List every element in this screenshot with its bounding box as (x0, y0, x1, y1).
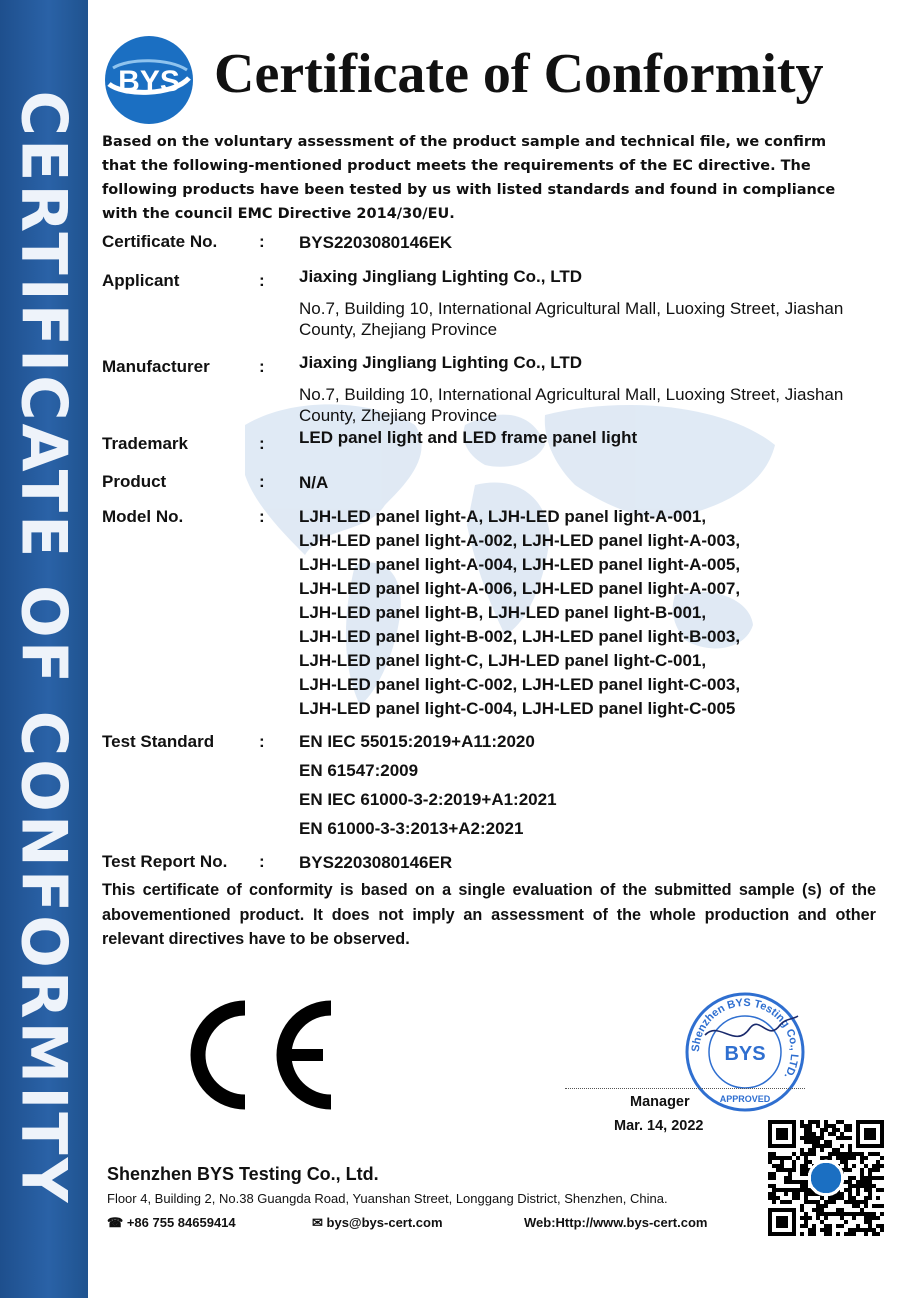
footer-phone (107, 1215, 236, 1231)
sidebar-band (0, 0, 88, 1298)
manufacturer-name: Jiaxing Jingliang Lighting Co., LTD (299, 353, 583, 372)
manufacturer-label: Manufacturer (102, 357, 210, 376)
model-line: LJH-LED panel light-A-002, LJH-LED panel light-A-003, (299, 531, 741, 550)
certificate-no-colon: : (259, 232, 265, 251)
product-value: N/A (299, 473, 329, 492)
certificate-no-label: Certificate No. (102, 232, 218, 251)
applicant-label: Applicant (102, 271, 180, 290)
certificate-no-value: BYS2203080146EK (299, 233, 453, 252)
phone-icon: ☎ (107, 1215, 124, 1230)
footer-company: Shenzhen BYS Testing Co., Ltd. (107, 1164, 379, 1184)
test-standard-item: EN IEC 61000-3-2:2019+A1:2021 (299, 790, 557, 809)
test-standard-colon: : (259, 732, 265, 751)
model-line: LJH-LED panel light-C-004, LJH-LED panel light-C-005 (299, 699, 736, 718)
model-list (299, 505, 740, 721)
signatory-role: Manager (630, 1094, 690, 1110)
trademark-colon: : (259, 434, 265, 453)
model-line: LJH-LED panel light-A, LJH-LED panel light-A-001, (299, 507, 707, 526)
trademark-value: LED panel light and LED frame panel light (299, 428, 638, 447)
ce-mark (183, 1000, 338, 1110)
logo-text: BYS (118, 65, 180, 98)
stamp-center-text: BYS (724, 1043, 766, 1065)
model-line: LJH-LED panel light-B, LJH-LED panel light-B-001, (299, 603, 707, 622)
test-report-no-colon: : (259, 852, 265, 871)
email-address: bys@bys-cert.com (326, 1215, 443, 1230)
test-report-no-label: Test Report No. (102, 852, 228, 871)
closing-statement: This certificate of conformity is based on a single evaluation of the submitted sample (s) of the abovementioned product. It does not imply an assessment of the whole production and other relevant directives have to be observed. (102, 881, 876, 948)
signature-line (565, 1088, 805, 1089)
model-no-label: Model No. (102, 507, 184, 526)
approval-stamp (680, 990, 810, 1115)
model-line: LJH-LED panel light-C, LJH-LED panel light-C-001, (299, 651, 707, 670)
model-line: LJH-LED panel light-A-004, LJH-LED panel light-A-005, (299, 555, 741, 574)
test-report-no-value: BYS2203080146ER (299, 853, 453, 872)
product-colon: : (259, 472, 265, 491)
manufacturer-colon: : (259, 357, 265, 376)
sidebar-vertical-text: CERTIFICATE OF CONFORMITY (7, 90, 81, 1206)
model-line: LJH-LED panel light-B-002, LJH-LED panel light-B-003, (299, 627, 741, 646)
test-standard-item: EN 61000-3-3:2013+A2:2021 (299, 819, 524, 838)
qr-code (768, 1120, 884, 1236)
phone-number: +86 755 84659414 (126, 1215, 236, 1230)
model-line: LJH-LED panel light-A-006, LJH-LED panel light-A-007, (299, 579, 741, 598)
product-label: Product (102, 472, 167, 491)
model-no-colon: : (259, 507, 265, 526)
test-standard-item: EN IEC 55015:2019+A11:2020 (299, 732, 535, 751)
mail-icon: ✉ (312, 1215, 323, 1230)
trademark-label: Trademark (102, 434, 188, 453)
issue-date: Mar. 14, 2022 (614, 1118, 704, 1134)
footer-address: Floor 4, Building 2, No.38 Guangda Road, Yuanshan Street, Longgang District, Shenzhen, China. (107, 1191, 668, 1206)
bys-logo (103, 34, 195, 126)
page-title: Certificate of Conformity (214, 43, 824, 105)
intro-statement: Based on the voluntary assessment of the product sample and technical file, we confirm that the following-mentioned product meets the requirements of the EC directive. The following products have been tested by us with listed standards and found in compliance with the council EMC Directive 2014/30/EU. (102, 134, 836, 222)
test-standard-item: EN 61547:2009 (299, 761, 419, 780)
stamp-bottom-text: APPROVED (719, 1094, 771, 1104)
footer-web: Web:Http://www.bys-cert.com (524, 1215, 708, 1230)
test-standard-label: Test Standard (102, 732, 215, 751)
manufacturer-address: No.7, Building 10, International Agricultural Mall, Luoxing Street, Jiashan County, Zhejiang Province (299, 385, 844, 425)
applicant-colon: : (259, 271, 265, 290)
applicant-address: No.7, Building 10, International Agricultural Mall, Luoxing Street, Jiashan County, Zhejiang Province (299, 299, 844, 339)
applicant-name: Jiaxing Jingliang Lighting Co., LTD (299, 267, 583, 286)
stamp-ring-text: Shenzhen BYS Testing Co., LTD. (689, 996, 801, 1081)
footer-email (312, 1215, 443, 1231)
model-line: LJH-LED panel light-C-002, LJH-LED panel light-C-003, (299, 675, 741, 694)
